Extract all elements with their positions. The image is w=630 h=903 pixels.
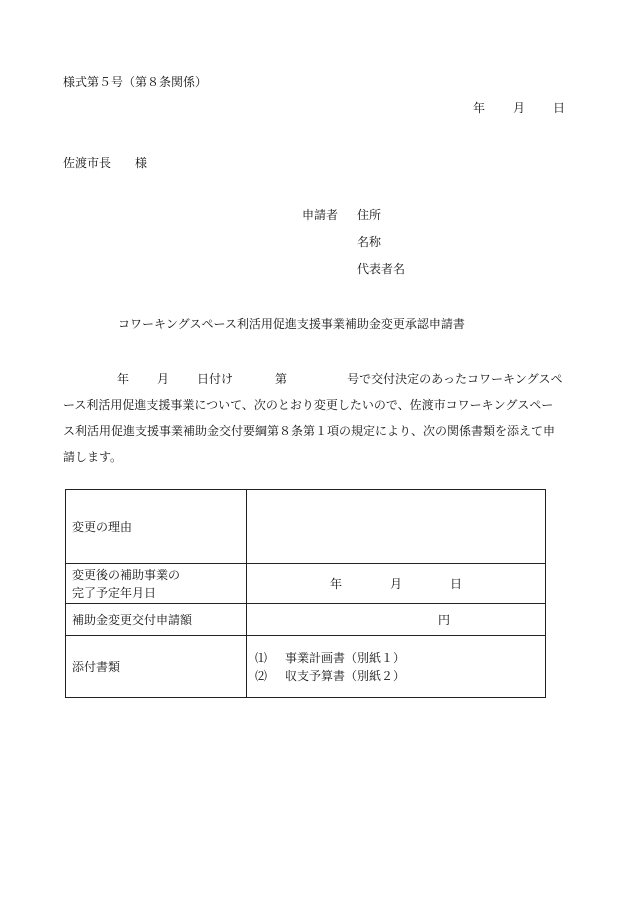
date-month: 月 — [512, 101, 525, 115]
date-day: 日 — [552, 101, 565, 115]
amount-unit: 円 — [437, 612, 450, 627]
attachments-list — [247, 636, 546, 698]
completion-date-field[interactable] — [247, 564, 546, 604]
attachments-label: 添付書類 — [66, 636, 247, 698]
table-row — [66, 636, 546, 698]
document-title: コワーキングスペース利活用促進支援事業補助金変更承認申請書 — [118, 317, 465, 331]
table-row — [66, 564, 546, 604]
table-row — [66, 490, 546, 564]
completion-label-line2: 完了予定年月日 — [72, 585, 157, 600]
body-dai: 第 — [275, 372, 288, 386]
completion-month: 月 — [389, 576, 402, 591]
application-body — [63, 366, 563, 470]
applicant-name-label: 名称 — [357, 235, 382, 249]
reason-label: 変更の理由 — [66, 490, 247, 564]
date-year: 年 — [473, 101, 486, 115]
change-details-table — [65, 489, 546, 698]
applicant-address-label: 住所 — [357, 208, 382, 222]
completion-day: 日 — [450, 576, 463, 591]
date-line — [473, 99, 565, 116]
attachment-item: ⑵ 収支予算書（別紙２） — [255, 668, 406, 683]
attachment-item: ⑴ 事業計画書（別紙１） — [255, 650, 406, 665]
body-month: 月 — [157, 372, 170, 386]
amount-label: 補助金変更交付申請額 — [66, 604, 247, 636]
applicant-label: 申請者 — [302, 208, 339, 222]
amount-field[interactable] — [247, 604, 546, 636]
completion-year: 年 — [329, 576, 342, 591]
form-number: 様式第５号（第８条関係） — [63, 75, 208, 89]
completion-date-label — [66, 564, 247, 604]
body-year: 年 — [117, 372, 130, 386]
body-rest: 号で交付決定のあったコワーキングスペース利活用促進支援事業について、次のとおり変更したいので、佐渡市コワーキングスペース利活用促進支援事業補助金交付要綱第８条第１項の規定により、次の関係書類を添えて申請します。 — [63, 372, 563, 464]
completion-label-line1: 変更後の補助事業の — [72, 567, 181, 582]
addressee: 佐渡市長 様 — [63, 156, 148, 170]
reason-field[interactable] — [247, 490, 546, 564]
table-row — [66, 604, 546, 636]
applicant-representative-label: 代表者名 — [357, 262, 406, 276]
body-day-dated: 日付け — [197, 372, 234, 386]
